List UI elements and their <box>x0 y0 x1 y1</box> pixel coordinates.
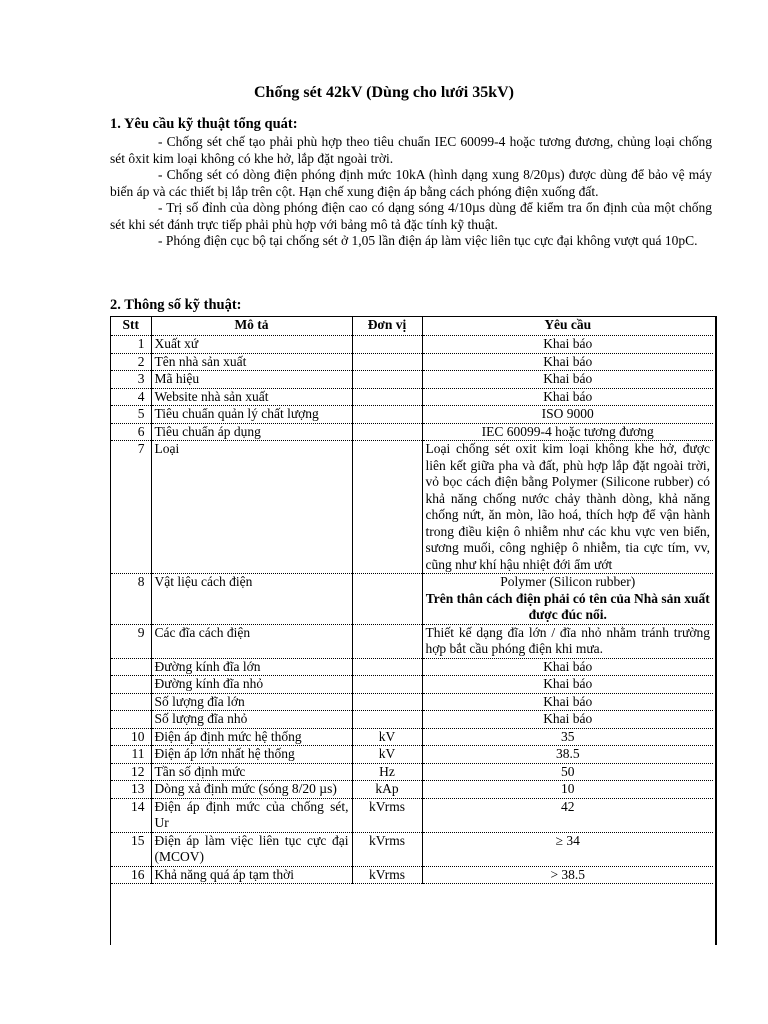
row-requirement: Thiết kế dạng đĩa lớn / đĩa nhỏ nhằm tránh trường hợp bắt cầu phóng điện khi mưa. <box>422 624 713 658</box>
row-number: 15 <box>131 832 145 848</box>
row-requirement <box>422 574 713 625</box>
row-requirement: Khai báo <box>422 388 713 406</box>
row-number <box>111 658 151 676</box>
row-requirement: Khai báo <box>422 353 713 371</box>
table-row <box>111 676 713 694</box>
row-number: 12 <box>131 763 145 779</box>
row-description: Điện áp định mức của chống sét, Ur <box>151 798 352 832</box>
table-row <box>111 866 713 884</box>
table-row <box>111 728 713 746</box>
section-2-heading: 2. Thông số kỹ thuật: <box>110 297 242 313</box>
row-requirement: Khai báo <box>422 658 713 676</box>
table-header-row <box>111 317 713 336</box>
table-row <box>111 711 713 729</box>
row-number: 11 <box>131 746 145 761</box>
row-unit <box>352 693 422 711</box>
row-unit <box>352 371 422 389</box>
row-number: 8 <box>137 574 145 589</box>
table-row <box>111 763 713 781</box>
row-number <box>111 711 151 729</box>
table-row <box>111 423 713 441</box>
table-row <box>111 371 713 389</box>
row-description: Mã hiệu <box>151 371 352 389</box>
table-body <box>111 336 713 884</box>
row-unit: kVrms <box>352 866 422 884</box>
row-unit: kVrms <box>352 798 422 832</box>
table-row <box>111 574 713 625</box>
table-row <box>111 353 713 371</box>
row-unit <box>352 388 422 406</box>
row-description: Đường kính đĩa nhỏ <box>151 676 352 694</box>
row-requirement: Khai báo <box>422 693 713 711</box>
row-unit: kVrms <box>352 832 422 866</box>
row-unit <box>352 574 422 625</box>
row-unit: Hz <box>352 763 422 781</box>
column-header-requirement: Yêu cầu <box>422 317 713 336</box>
row-unit <box>352 406 422 424</box>
row-number: 7 <box>137 441 145 456</box>
row-number: 4 <box>137 388 145 404</box>
row-requirement: > 38.5 <box>422 866 713 884</box>
row-description: Xuất xứ <box>151 336 352 354</box>
row-description: Điện áp định mức hệ thống <box>151 728 352 746</box>
row-requirement: ISO 9000 <box>422 406 713 424</box>
row-unit <box>352 423 422 441</box>
row-requirement: ≥ 34 <box>422 832 713 866</box>
row-number <box>111 693 151 711</box>
row-requirement: 42 <box>422 798 713 832</box>
row-requirement: 50 <box>422 763 713 781</box>
document-title: Chống sét 42kV (Dùng cho lưới 35kV) <box>254 84 514 101</box>
table-row <box>111 798 713 832</box>
row-unit <box>352 353 422 371</box>
paragraph: - Trị số đỉnh của dòng phóng điện cao có dạng sóng 4/10µs dùng để kiểm tra ổn định của một chống sét khi sét đánh trực tiếp phải phù hợp với bảng mô tả đặc tính kỹ thuật. <box>110 200 712 232</box>
table-row <box>111 624 713 658</box>
table-row <box>111 406 713 424</box>
row-requirement: Khai báo <box>422 711 713 729</box>
row-description: Đường kính đĩa lớn <box>151 658 352 676</box>
section-1-heading: 1. Yêu cầu kỹ thuật tổng quát: <box>110 116 298 132</box>
row-requirement: IEC 60099-4 hoặc tương đương <box>422 423 713 441</box>
row-requirement: Khai báo <box>422 676 713 694</box>
requirement-text: Polymer (Silicon rubber) <box>500 574 636 589</box>
row-requirement: Khai báo <box>422 371 713 389</box>
row-requirement: 10 <box>422 781 713 799</box>
row-unit <box>352 336 422 354</box>
table-row <box>111 336 713 354</box>
row-number: 3 <box>137 371 145 386</box>
row-requirement: Khai báo <box>422 336 713 354</box>
table-row <box>111 388 713 406</box>
row-description: Dòng xả định mức (sóng 8/20 µs) <box>151 781 352 799</box>
table-row <box>111 441 713 574</box>
row-description: Tiêu chuẩn quản lý chất lượng <box>151 406 352 424</box>
row-unit <box>352 658 422 676</box>
row-description: Số lượng đĩa lớn <box>151 693 352 711</box>
row-unit <box>352 624 422 658</box>
row-number: 16 <box>131 866 145 882</box>
row-number: 6 <box>137 423 145 439</box>
row-description: Điện áp làm việc liên tục cực đại (MCOV) <box>151 832 352 866</box>
column-header-unit: Đơn vị <box>352 317 422 336</box>
row-description: Khả năng quá áp tạm thời <box>151 866 352 884</box>
row-unit: kV <box>352 728 422 746</box>
row-number: 2 <box>137 353 145 369</box>
row-requirement: 38.5 <box>422 746 713 764</box>
row-number: 13 <box>131 781 145 796</box>
table-row <box>111 658 713 676</box>
row-description: Tên nhà sản xuất <box>151 353 352 371</box>
row-description: Tần số định mức <box>151 763 352 781</box>
row-description: Số lượng đĩa nhỏ <box>151 711 352 729</box>
table-row <box>111 746 713 764</box>
row-description: Vật liệu cách điện <box>151 574 352 625</box>
paragraph: - Chống sét có dòng điện phóng định mức 10kA (hình dạng xung 8/20µs) được dùng để bảo vệ máy biến áp và các thiết bị lắp trên cột. Hạn chế xung điện áp bằng cách phóng điện xuống đất. <box>110 167 712 199</box>
spec-table-container <box>110 316 717 945</box>
row-description: Các đĩa cách điện <box>151 624 352 658</box>
table-row <box>111 832 713 866</box>
row-number: 10 <box>131 728 145 744</box>
row-number: 1 <box>137 336 145 351</box>
row-unit: kAp <box>352 781 422 799</box>
row-unit <box>352 711 422 729</box>
row-unit <box>352 441 422 574</box>
row-unit <box>352 676 422 694</box>
row-description: Điện áp lớn nhất hệ thống <box>151 746 352 764</box>
row-unit: kV <box>352 746 422 764</box>
paragraph: - Chống sét chế tạo phải phù hợp theo tiêu chuẩn IEC 60099-4 hoặc tương đương, chủng loại chống sét ôxit kim loại không có khe hở, lắp đặt ngoài trời. <box>110 134 712 166</box>
row-number: 9 <box>137 624 145 640</box>
row-number <box>111 676 151 694</box>
requirement-note: Trên thân cách điện phải có tên của Nhà sản xuất được đúc nổi. <box>425 590 710 622</box>
row-description: Tiêu chuẩn áp dụng <box>151 423 352 441</box>
column-header-stt: Stt <box>122 317 139 332</box>
section-1-body <box>110 134 712 250</box>
row-number: 5 <box>137 406 145 421</box>
row-requirement: Loại chống sét oxit kim loại không khe hở, được liên kết giữa pha và đất, phù hợp lắp đặt ngoài trời, vỏ bọc cách điện bằng Polymer (Silicone rubber) có khả năng chống nước chảy thành dòng, khả năng chống nứt, ăn mòn, lão hoá, thích hợp để vận hành trong điều kiện ô nhiễm như các khu vực ven biển, sương muối, công nghiệp ô nhiễm, tia cực tím, vv, cũng như khí hậu nhiệt đới ẩm ướt <box>422 441 713 574</box>
row-description: Website nhà sản xuất <box>151 388 352 406</box>
table-row <box>111 693 713 711</box>
row-description: Loại <box>151 441 352 574</box>
column-header-description: Mô tả <box>151 317 352 336</box>
spec-table <box>111 317 713 884</box>
row-requirement: 35 <box>422 728 713 746</box>
paragraph: - Phóng điện cục bộ tại chống sét ở 1,05 lần điện áp làm việc liên tục cực đại không vượt quá 10pC. <box>158 233 698 248</box>
table-row <box>111 781 713 799</box>
row-number: 14 <box>131 798 145 814</box>
